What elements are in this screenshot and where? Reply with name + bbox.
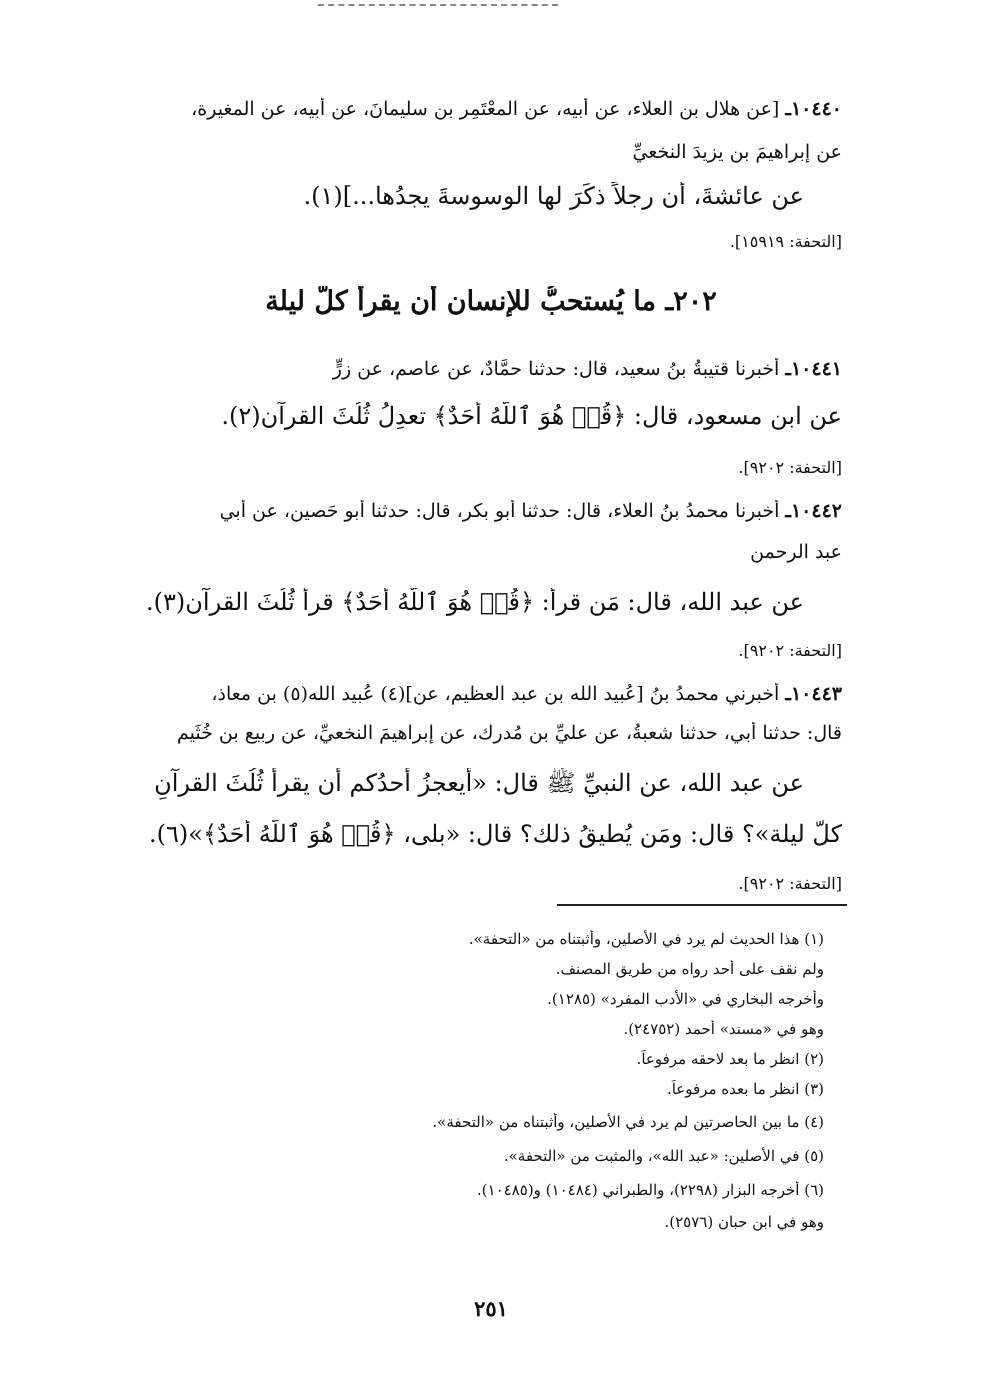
hadith-1442-line1 xyxy=(140,500,842,522)
hadith-number: ١٠٤٤٣ـ xyxy=(785,683,842,705)
hadith-1442-line2: عبد الرحمن xyxy=(750,541,842,563)
hadith-text: [عن هلال بنِ العلاء، عن أبيه، عن المعْتَمِرِ بن سليمانَ، عن أبيه، عن المغيرة، xyxy=(191,98,780,120)
footnote-line: وهو في «مسند» أحمد (٢٤٧٥٢). xyxy=(623,1020,824,1038)
hadith-1440-line1 xyxy=(140,98,842,120)
tuhfa-reference: [التحفة: ٩٢٠٢]. xyxy=(738,874,842,893)
footnote-line: وهو في ابن حبان (٢٥٧٦). xyxy=(664,1213,824,1231)
footnote-line: وأخرجه البخاري في «الأدب المفرد» (١٢٨٥). xyxy=(547,990,824,1008)
hadith-text: أخبرنا محمدُ بنُ العلاء، قال: حدثنا أبو بكر، قال: حدثنا أبو حَصين، عن أبي xyxy=(219,500,780,522)
hadith-number: ١٠٤٤١ـ xyxy=(785,358,842,380)
footnote-line: (٢) انظر ما بعد لاحقه مرفوعاً. xyxy=(636,1050,824,1068)
hadith-text: أخبرنا قتيبةُ بنُ سعيد، قال: حدثنا حمَّادٌ، عن عاصمٍ، عن زرٍّ xyxy=(332,358,780,380)
footnote-separator xyxy=(557,904,847,906)
chapter-title: ٢٠٢ـ ما يُستحبُّ للإنسان أن يقرأَ كلَّ ليلة xyxy=(265,286,717,317)
hadith-1443-line1 xyxy=(140,683,842,705)
footnote-line: (٤) ما بين الحاصرتين لم يرد في الأصلين، وأثبتناه من «التحفة». xyxy=(432,1113,824,1131)
tuhfa-reference: [التحفة: ٩٢٠٢]. xyxy=(738,458,842,477)
tuhfa-reference: [التحفة: ١٥٩١٩]. xyxy=(729,232,842,251)
hadith-number: ١٠٤٤٠ـ xyxy=(785,98,842,120)
hadith-1442-line3: عن عبد الله، قال: مَن قرأ: ﴿قُلۡ هُوَ ٱللَّهُ أَحَدٌ﴾ قرأ ثُلُثَ القرآن(٣). xyxy=(146,588,804,616)
footnote-line: (٥) في الأصلين: «عبد الله»، والمثبت من «التحفة». xyxy=(503,1147,824,1165)
hadith-1443-line2: قال: حدثنا أبي، حدثنا شعبةُ، عن عليِّ بن مُدرك، عن إبراهيمَ النخعيِّ، عن ربيع بن خُثَيم xyxy=(177,722,842,744)
hadith-1441-line1 xyxy=(140,358,842,380)
hadith-number: ١٠٤٤٢ـ xyxy=(785,500,842,522)
hadith-1440-line2: عن إبراهيمَ بن يزيدَ النخعيِّ xyxy=(632,141,842,163)
header-dashes xyxy=(318,4,558,12)
page-number: ٢٥١ xyxy=(474,1296,508,1321)
footnote-line: (١) هذا الحديث لم يرد في الأصلين، وأثبتناه من «التحفة». xyxy=(468,930,824,948)
hadith-1440-line3: عن عائشةَ، أن رجلاً ذكَرَ لها الوسوسةَ يجدُها...](١). xyxy=(303,182,804,210)
footnote-line: (٦) أخرجه البزار (٢٢٩٨)، والطبراني (١٠٤٨٤) و(١٠٤٨٥). xyxy=(476,1181,824,1199)
hadith-1443-line4: كلَّ ليلة»؟ قال: ومَن يُطيقُ ذلك؟ قال: «بلى، ﴿قُلۡ هُوَ ٱللَّهُ أَحَدٌ﴾»(٦). xyxy=(149,820,842,848)
hadith-text: أخبرني محمدُ بنُ [عُبيد الله بن عبد العظيم، عن](٤) عُبيد الله(٥) بن معاذ، xyxy=(211,683,780,705)
footnote-line: (٣) انظر ما بعده مرفوعاً. xyxy=(666,1080,824,1098)
footnote-line: ولم نقف على أحد رواه من طريق المصنف. xyxy=(555,960,824,978)
tuhfa-reference: [التحفة: ٩٢٠٢]. xyxy=(738,641,842,660)
hadith-1441-line2: عن ابن مسعود، قال: ﴿قُلۡ هُوَ ٱللَّهُ أَحَدٌ﴾ تعدِلُ ثُلُثَ القرآن(٢). xyxy=(221,402,842,430)
hadith-1443-line3: عن عبد الله، عن النبيِّ ﷺ قال: «أيعجزُ أحدُكم أن يقرأَ ثُلُثَ القرآنِ xyxy=(154,769,804,797)
